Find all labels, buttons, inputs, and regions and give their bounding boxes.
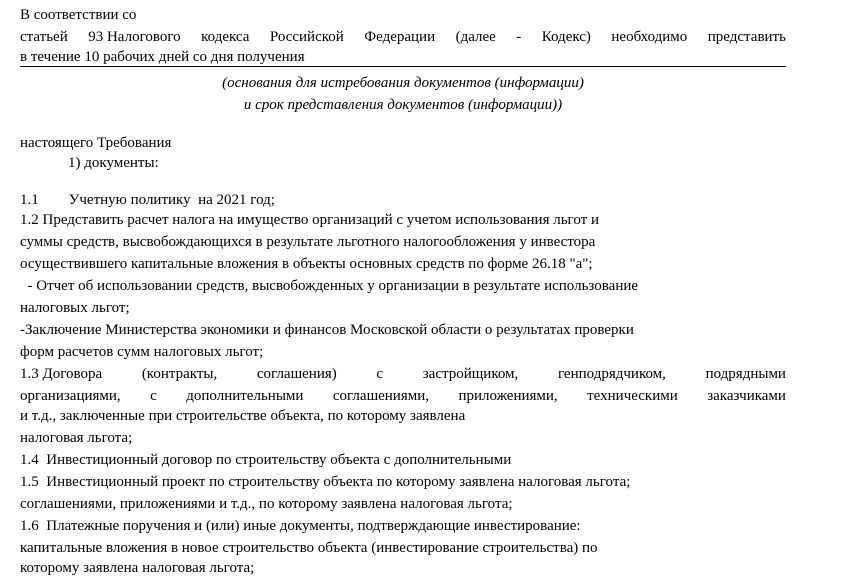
item-1-6-line-c: которому заявлена налоговая льгота; xyxy=(20,560,255,576)
header-line-2-word: Федерации xyxy=(364,29,436,45)
header-line-2-word: - xyxy=(516,29,522,45)
item-1-2-line-d: - Отчет об использовании средств, высвобожденных у организации в результате использование xyxy=(20,278,639,294)
item-1-3-line-d: налоговая льгота; xyxy=(20,430,133,446)
item-1-3-line-b-word: организациями, xyxy=(20,388,121,404)
header-line-2 xyxy=(20,27,786,47)
item-1-3-line-b-word: соглашениями, xyxy=(332,388,429,404)
item-1-2-line-f: -Заключение Министерства экономики и финансов Московской области о результатах проверки xyxy=(20,322,634,338)
header-line-3: в течение 10 рабочих дней со дня получения xyxy=(20,49,305,65)
item-1-3-line-b-word: техническими xyxy=(587,388,678,404)
requirement-text: настоящего Требования xyxy=(20,135,172,151)
item-1-2-line-b: суммы средств, высвобождающихся в результате льготного налогообложения у инвестора xyxy=(20,234,596,250)
header-line-2-word: Кодекс) xyxy=(541,29,591,45)
item-1-3-line-a-word: подрядными xyxy=(705,366,786,382)
item-1-6-line-a: 1.6 Платежные поручения и (или) иные документы, подтверждающие инвестирование: xyxy=(20,518,581,534)
caption-line-1: (основания для истребования документов (информации) xyxy=(222,75,584,91)
header-line-1: В соответствии со xyxy=(20,7,137,23)
item-1-2-line-a: 1.2 Представить расчет налога на имущество организаций с учетом использования льгот и xyxy=(20,212,599,228)
item-1-4: 1.4 Инвестиционный договор по строительству объекта с дополнительными xyxy=(20,452,512,468)
item-1-3-line-a-word: с xyxy=(376,366,384,382)
item-1-3-line-a xyxy=(20,364,786,384)
item-1-3-line-b-word: заказчиками xyxy=(707,388,786,404)
header-line-2-word: Российской xyxy=(269,29,344,45)
item-1-3-line-a-word: (контракты, xyxy=(141,366,218,382)
header-line-2-word: 93 Налогового xyxy=(88,29,181,45)
item-1-3-line-a-word: генподрядчиком, xyxy=(557,366,666,382)
header-line-2-word: кодекса xyxy=(201,29,250,45)
item-1-3-line-b-word: приложениями, xyxy=(458,388,558,404)
item-1-3-line-a-word: соглашения) xyxy=(256,366,337,382)
underline-divider xyxy=(20,66,786,67)
item-1-3-line-a-word: 1.3 Договора xyxy=(20,366,103,382)
item-1-3-line-b xyxy=(20,386,786,406)
header-line-2-word: представить xyxy=(707,29,786,45)
item-1-3-line-a-word: застройщиком, xyxy=(422,366,519,382)
item-1-1: 1.1 Учетную политику на 2021 год; xyxy=(20,192,275,208)
caption-line-2: и срок представления документов (информации)) xyxy=(243,97,563,113)
documents-heading: 1) документы: xyxy=(68,155,159,171)
header-line-2-word: статьей xyxy=(20,29,68,45)
item-1-5-line-b: соглашениями, приложениями и т.д., по которому заявлена налоговая льгота; xyxy=(20,496,513,512)
header-line-2-word: необходимо xyxy=(611,29,688,45)
item-1-5-line-a: 1.5 Инвестиционный проект по строительству объекта по которому заявлена налоговая льгота; xyxy=(20,474,631,490)
item-1-2-line-e: налоговых льгот; xyxy=(20,300,130,316)
item-1-3-line-c: и т.д., заключенные при строительстве объекта, по которому заявлена xyxy=(20,408,466,424)
item-1-2-line-g: форм расчетов сумм налоговых льгот; xyxy=(20,344,264,360)
header-line-2-word: (далее xyxy=(455,29,496,45)
item-1-6-line-b: капитальные вложения в новое строительство объекта (инвестирование строительства) по xyxy=(20,540,598,556)
item-1-3-line-b-word: с xyxy=(150,388,157,404)
item-1-2-line-c: осуществившего капитальные вложения в объекты основных средств по форме 26.18 "а"; xyxy=(20,256,593,272)
item-1-3-line-b-word: дополнительными xyxy=(186,388,304,404)
